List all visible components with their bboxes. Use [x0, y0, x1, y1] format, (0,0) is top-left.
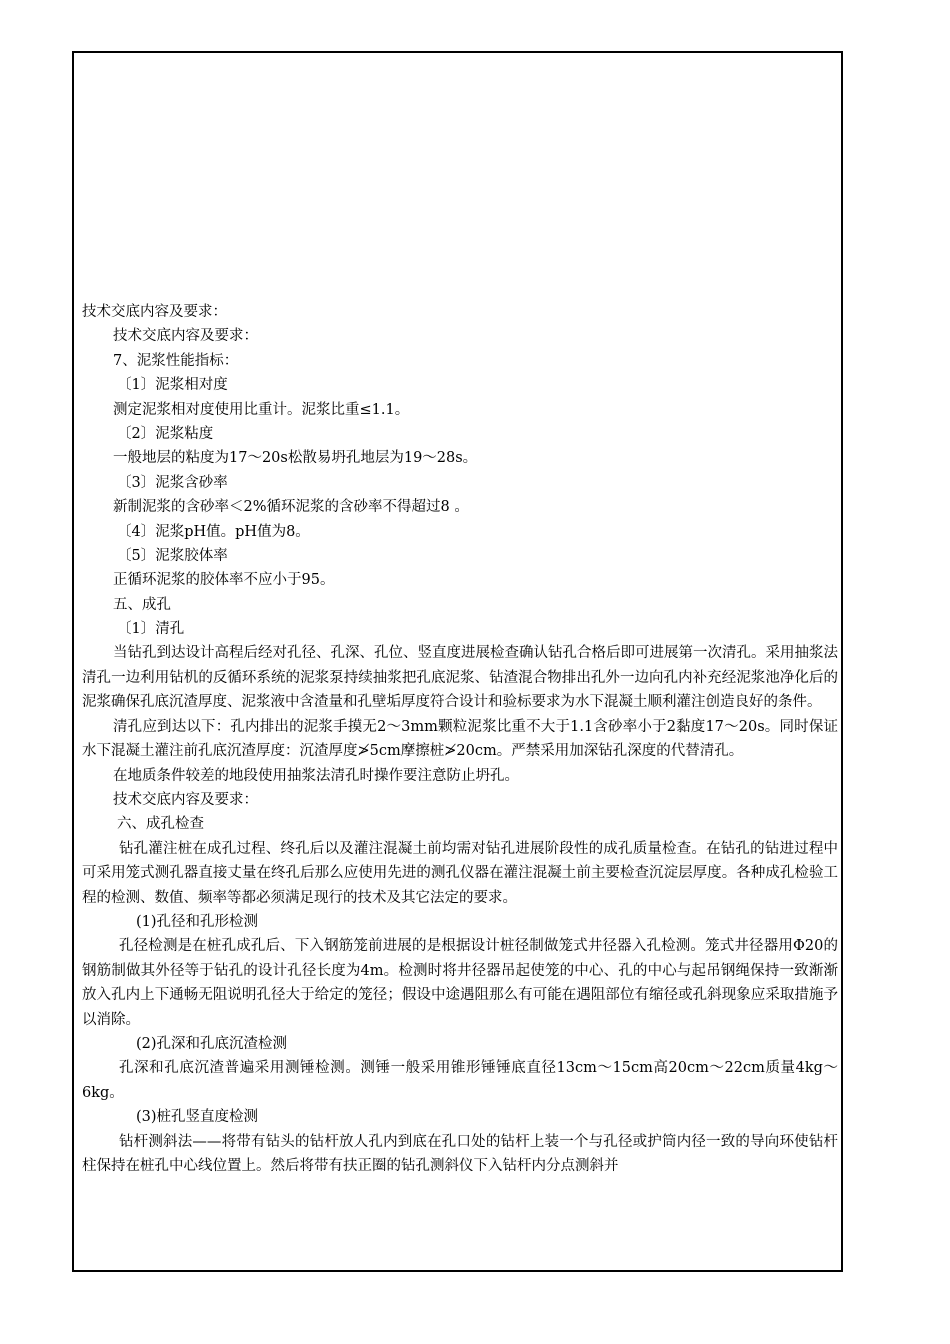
item-2-heading: 〔2〕泥浆粘度 — [117, 425, 214, 442]
clean-hole-paragraph-3: 在地质条件较差的地段使用抽浆法清孔时操作要注意防止坍孔。 — [113, 767, 519, 784]
document-body — [82, 300, 838, 1178]
subsection-2-heading: (2)孔深和孔底沉渣检测 — [136, 1035, 288, 1052]
subsection-1-heading: (1)孔径和孔形检测 — [136, 913, 259, 930]
item-4-text: 〔4〕泥浆pH值。pH值为8。 — [117, 523, 310, 540]
subsection-3-paragraph: 钻杆测斜法——将带有钻头的钻杆放人孔内到底在孔口处的钻杆上装一个与孔径或护筒内径一致的导向环使钻杆柱保持在桩孔中心线位置上。然后将带有扶正圈的钻孔测斜仪下入钻杆内分点测斜并 — [82, 1133, 838, 1174]
section-6-heading: 六、成孔检查 — [117, 816, 204, 833]
subsection-1-paragraph: 孔径检测是在桩孔成孔后、下入钢筋笼前进展的是根据设计桩径制做笼式井径器入孔检测。笼式井径器用Φ20的钢筋制做其外径等于钻孔的设计孔径长度为4m。检测时将井径器吊起使笼的中心、孔的中心与起吊钢绳保持一致渐渐放入孔内上下通畅无阻说明孔径大于给定的笼径；假设中途遇阻那么有可能在遇阻部位有缩径或孔斜现象应采取措施予以消除。 — [82, 938, 838, 1028]
section-5-heading: 五、成孔 — [113, 596, 171, 613]
tech-subheading: 技术交底内容及要求： — [113, 328, 258, 345]
item-1-heading: 〔1〕泥浆相对度 — [117, 377, 228, 394]
clean-hole-paragraph-1: 当钻孔到达设计高程后经对孔径、孔深、孔位、竖直度进展检查确认钻孔合格后即可进展第一次清孔。采用抽浆法清孔一边利用钻机的反循环系统的泥浆泵持续抽浆把孔底泥浆、钻渣混合物排出孔外一边向孔内补充经泥浆池净化后的泥浆确保孔底沉渣厚度、泥浆液中含渣量和孔壁垢厚度符合设计和验标要求为水下混凝土顺利灌注创造良好的条件。 — [82, 645, 838, 711]
item-3-heading: 〔3〕泥浆含砂率 — [117, 474, 228, 491]
item-2-text: 一般地层的粘度为17～20s松散易坍孔地层为19～28s。 — [113, 450, 478, 467]
item-1-text: 测定泥浆相对度使用比重计。泥浆比重≤1.1。 — [113, 401, 410, 418]
hole-check-paragraph: 钻孔灌注桩在成孔过程、终孔后以及灌注混凝土前均需对钻孔进展阶段性的成孔质量检查。在钻孔的钻进过程中可采用笼式测孔器直接丈量在终孔后那么应使用先进的测孔仪器在灌注混凝土前主要检查沉淀层厚度。各种成孔检验工程的检测、数值、频率等都必须满足现行的技术及其它法定的要求。 — [82, 840, 838, 906]
item-3-text: 新制泥浆的含砂率＜2%循环泥浆的含砂率不得超过8 。 — [113, 499, 469, 516]
section-7-heading: 7、泥浆性能指标： — [113, 352, 239, 369]
clean-hole-paragraph-2: 清孔应到达以下：孔内排出的泥浆手摸无2～3mm颗粒泥浆比重不大于1.1含砂率小于2黏度17～20s。同时保证水下混凝土灌注前孔底沉渣厚度：沉渣厚度≯5cm摩擦桩≯20cm。严禁采用加深钻孔深度的代替清孔。 — [82, 718, 838, 760]
clean-hole-heading: 〔1〕清孔 — [117, 621, 185, 638]
subsection-3-heading: (3)桩孔竖直度检测 — [136, 1109, 259, 1126]
item-5-heading: 〔5〕泥浆胶体率 — [117, 547, 228, 564]
subsection-2-paragraph: 孔深和孔底沉渣普遍采用测锤检测。测锤一般采用锥形锤锤底直径13cm～15cm高20cm～22cm质量4kg～6kg。 — [82, 1060, 838, 1101]
item-5-text: 正循环泥浆的胶体率不应小于95。 — [113, 572, 335, 589]
tech-subheading-2: 技术交底内容及要求： — [113, 791, 258, 808]
tech-heading: 技术交底内容及要求： — [82, 304, 227, 320]
